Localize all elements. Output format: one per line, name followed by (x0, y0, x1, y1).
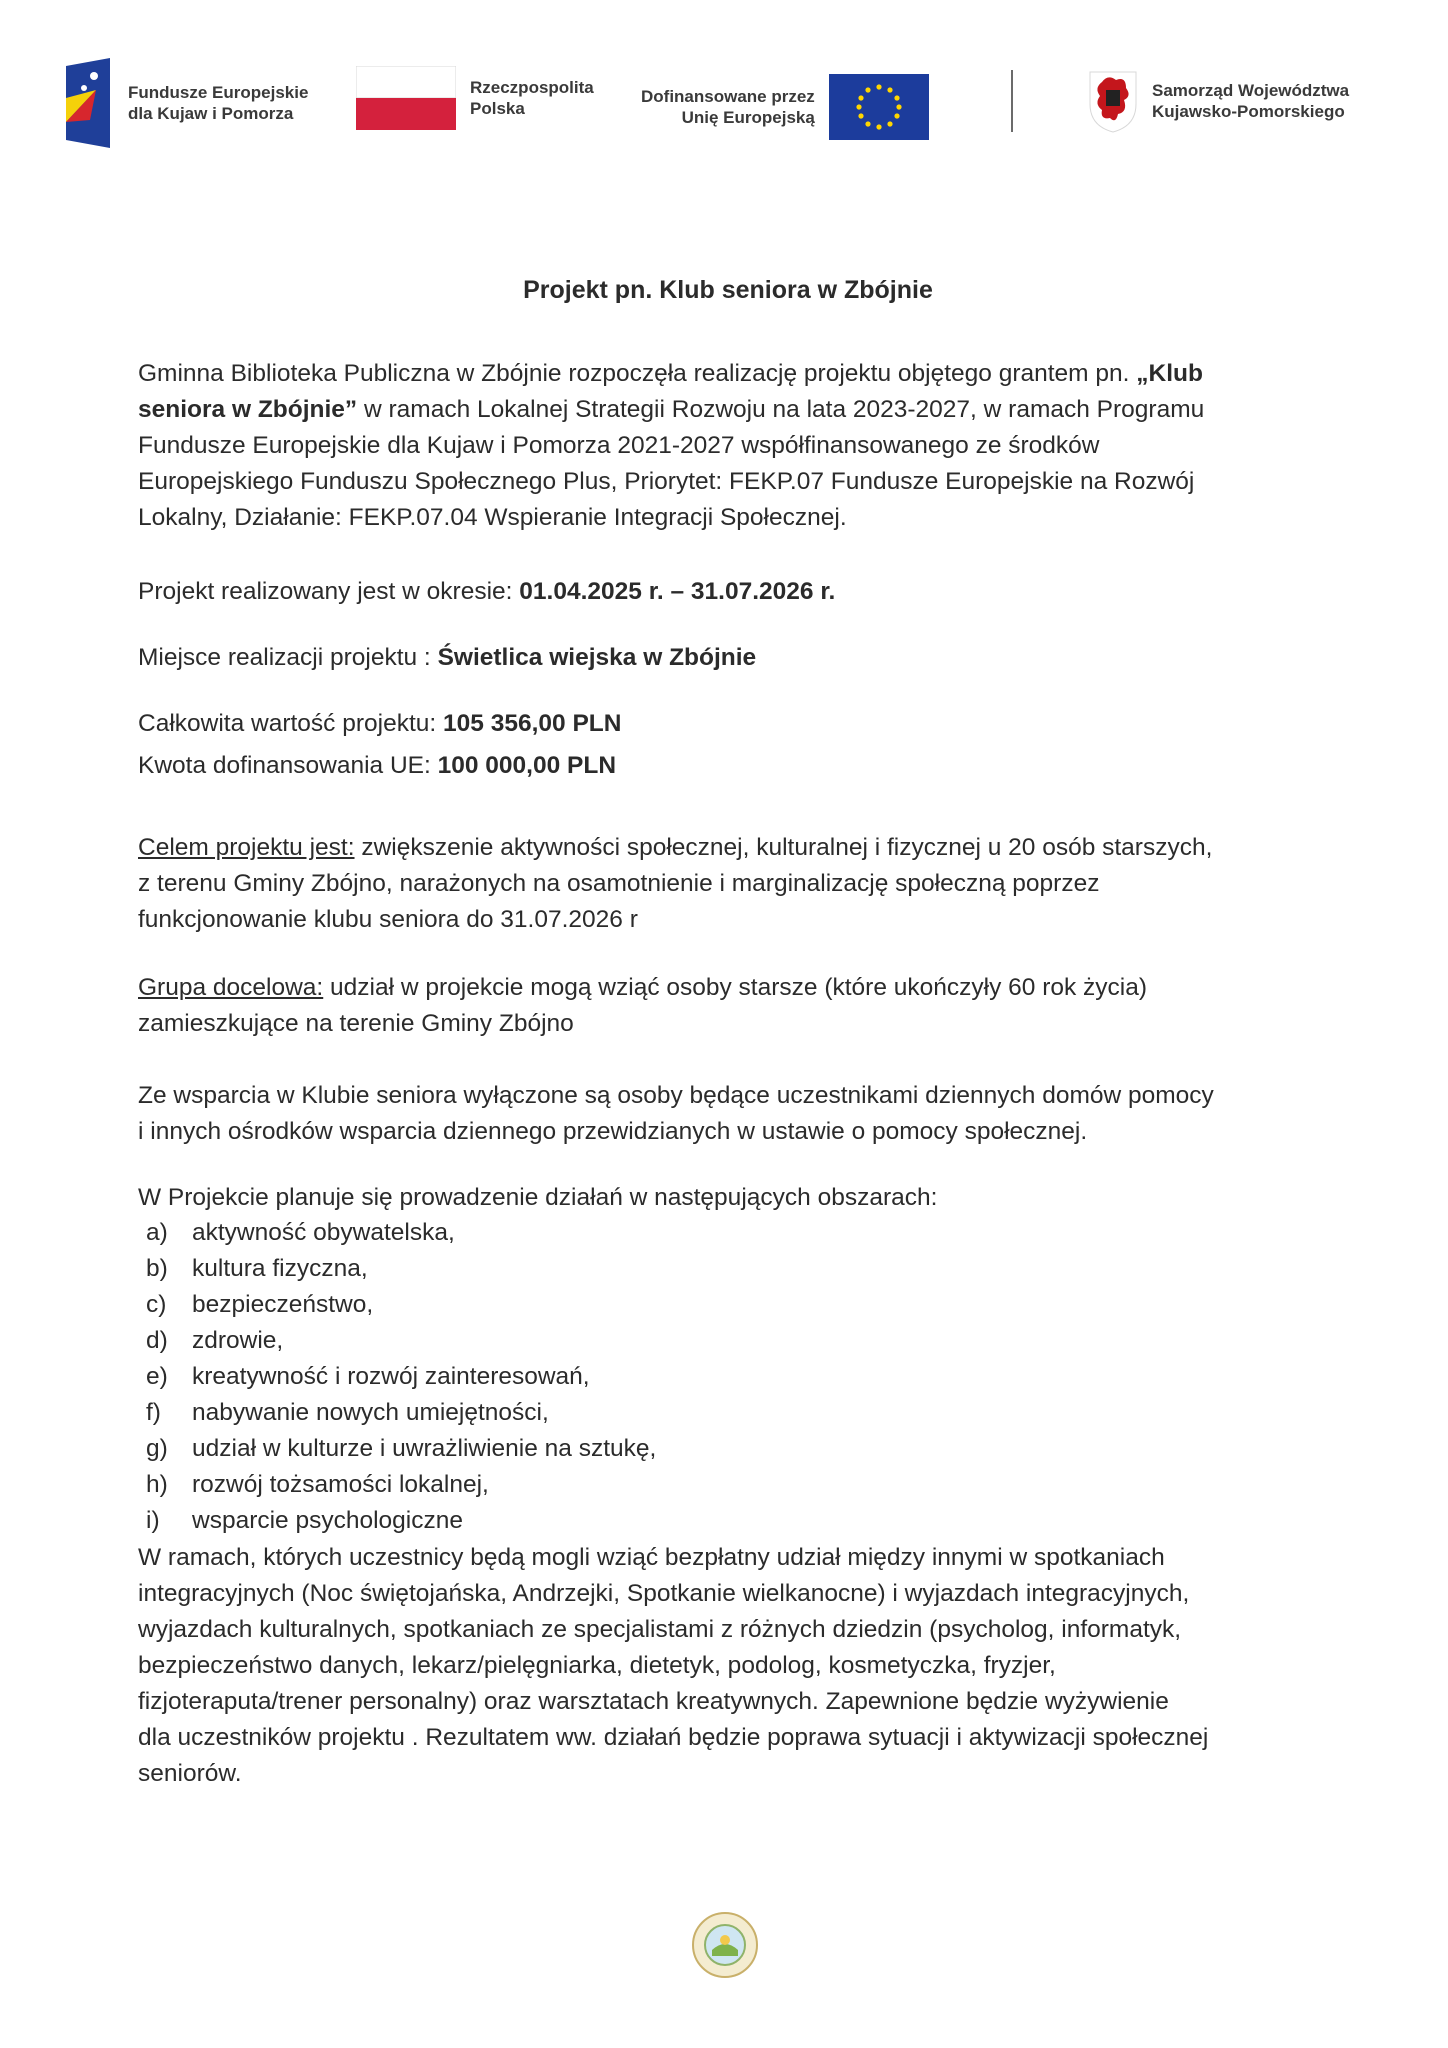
kp-coat-of-arms-icon (1086, 68, 1140, 134)
list-item (146, 1323, 656, 1359)
list-letter: a) (146, 1219, 168, 1246)
eu-funding-label: Kwota dofinansowania UE: (138, 752, 438, 779)
intro-line5: Lokalny, Działanie: FEKP.07.04 Wspieranie Integracji Społecznej. (138, 504, 847, 531)
closing-line4: bezpieczeństwo danych, lekarz/pielęgniarka, dietetyk, podolog, kosmetyczka, fryzjer, (138, 1652, 1056, 1679)
kp-logo (1086, 68, 1349, 134)
list-item (146, 1431, 656, 1467)
place-label: Miejsce realizacji projektu : (138, 644, 438, 671)
list-item (146, 1359, 656, 1395)
eu-logo-line2: Unię Europejską (681, 108, 815, 127)
closing-paragraph (138, 1540, 1328, 1792)
eu-funding-line (138, 748, 1328, 784)
list-text: nabywanie nowych umiejętności, (192, 1399, 549, 1426)
list-text: wsparcie psychologiczne (192, 1507, 463, 1534)
closing-line2: integracyjnych (Noc świętojańska, Andrzejki, Spotkanie wielkanocne) i wyjazdach integracyjnych, (138, 1580, 1190, 1607)
list-letter: e) (146, 1363, 168, 1390)
intro-line3: Fundusze Europejskie dla Kujaw i Pomorza 2021-2027 współfinansowanego ze środków (138, 432, 1100, 459)
pl-logo-line2: Polska (470, 99, 525, 118)
closing-line6: dla uczestników projektu . Rezultatem ww. działań będzie poprawa sytuacji i aktywizacji społecznej (138, 1724, 1209, 1751)
exclusion-line1: Ze wsparcia w Klubie seniora wyłączone są osoby będące uczestnikami dziennych domów pomocy (138, 1082, 1214, 1109)
list-item (146, 1467, 656, 1503)
goal-line1: zwiększenie aktywności społecznej, kulturalnej i fizycznej u 20 osób starszych, (354, 834, 1213, 861)
list-text: bezpieczeństwo, (192, 1291, 374, 1318)
page-title: Projekt pn. Klub seniora w Zbójnie (523, 276, 933, 304)
goal-line2: z terenu Gminy Zbójno, narażonych na osamotnienie i marginalizację społeczną poprzez (138, 870, 1100, 897)
closing-line1: W ramach, których uczestnicy będą mogli wziąć bezpłatny udział między innymi w spotkaniach (138, 1544, 1165, 1571)
exclusion-paragraph (138, 1078, 1328, 1150)
fe-logo-line2: dla Kujaw i Pomorza (128, 104, 294, 123)
goal-label: Celem projektu jest: (138, 834, 355, 861)
pl-logo (356, 66, 594, 130)
list-letter: c) (146, 1291, 167, 1318)
list-item (146, 1395, 656, 1431)
list-text: udział w kulturze i uwrażliwienie na sztukę, (192, 1435, 657, 1462)
total-value-label: Całkowita wartość projektu: (138, 710, 444, 737)
intro-line4: Europejskiego Funduszu Społecznego Plus, Priorytet: FEKP.07 Fundusze Europejskie na Rozwój (138, 468, 1195, 495)
list-text: kreatywność i rozwój zainteresowań, (192, 1363, 590, 1390)
areas-list (146, 1215, 656, 1539)
logo-bar (66, 58, 1386, 158)
target-line2: zamieszkujące na terenie Gminy Zbójno (138, 1010, 574, 1037)
list-letter: f) (146, 1399, 161, 1426)
intro-line2: w ramach Lokalnej Strategii Rozwoju na lata 2023-2027, w ramach Programu (357, 396, 1205, 423)
period-label: Projekt realizowany jest w okresie: (138, 578, 520, 605)
list-letter: h) (146, 1471, 168, 1498)
kp-logo-line2: Kujawsko-Pomorskiego (1152, 102, 1345, 121)
list-letter: g) (146, 1435, 168, 1462)
fe-logo (66, 58, 308, 148)
target-paragraph (138, 970, 1328, 1042)
place-value: Świetlica wiejska w Zbójnie (437, 644, 757, 671)
total-value-line (138, 706, 1328, 742)
list-text: kultura fizyczna, (192, 1255, 368, 1282)
list-item (146, 1287, 656, 1323)
target-label: Grupa docelowa: (138, 974, 324, 1001)
target-line1: udział w projekcie mogą wziąć osoby starsze (które ukończyły 60 rok życia) (323, 974, 1148, 1001)
total-value-amount: 105 356,00 PLN (443, 710, 622, 737)
list-letter: i) (146, 1507, 160, 1534)
library-stamp-icon (690, 1910, 760, 1980)
intro-bold-b: seniora w Zbójnie” (138, 396, 358, 423)
eu-logo (641, 74, 929, 140)
exclusion-line2: i innych ośrodków wsparcia dziennego przewidzianych w ustawie o pomocy społecznej. (138, 1118, 1088, 1145)
eu-flag-icon (829, 74, 929, 140)
place-line (138, 640, 1328, 676)
closing-line7: seniorów. (138, 1760, 242, 1787)
eu-funding-amount: 100 000,00 PLN (437, 752, 617, 779)
eu-logo-line1: Dofinansowane przez (641, 87, 815, 106)
intro-paragraph (138, 356, 1328, 536)
fe-logo-line1: Fundusze Europejskie (128, 83, 309, 102)
list-text: rozwój tożsamości lokalnej, (192, 1471, 489, 1498)
list-item (146, 1251, 656, 1287)
polish-flag-icon (356, 66, 456, 130)
list-text: aktywność obywatelska, (192, 1219, 455, 1246)
list-item (146, 1215, 656, 1251)
list-text: zdrowie, (192, 1327, 284, 1354)
list-letter: d) (146, 1327, 168, 1354)
list-letter: b) (146, 1255, 168, 1282)
kp-logo-line1: Samorząd Województwa (1152, 81, 1350, 100)
logo-divider (1011, 70, 1013, 132)
pl-logo-line1: Rzeczpospolita (470, 78, 594, 97)
period-line (138, 574, 1328, 610)
areas-intro: W Projekcie planuje się prowadzenie działań w następujących obszarach: (138, 1184, 938, 1211)
intro-bold-a: „Klub (1136, 360, 1203, 387)
closing-line5: fizjoteraputa/trener personalny) oraz warsztatach kreatywnych. Zapewnione będzie wyżywienie (138, 1688, 1169, 1715)
goal-line3: funkcjonowanie klubu seniora do 31.07.2026 r (138, 906, 638, 933)
fe-flag-icon (66, 58, 116, 148)
goal-paragraph (138, 830, 1328, 938)
intro-line1: Gminna Biblioteka Publiczna w Zbójnie rozpoczęła realizację projektu objętego grantem pn. (138, 360, 1137, 387)
period-value: 01.04.2025 r. – 31.07.2026 r. (519, 578, 836, 605)
list-item (146, 1503, 656, 1539)
closing-line3: wyjazdach kulturalnych, spotkaniach ze specjalistami z różnych dziedzin (psycholog, informatyk, (138, 1616, 1182, 1643)
